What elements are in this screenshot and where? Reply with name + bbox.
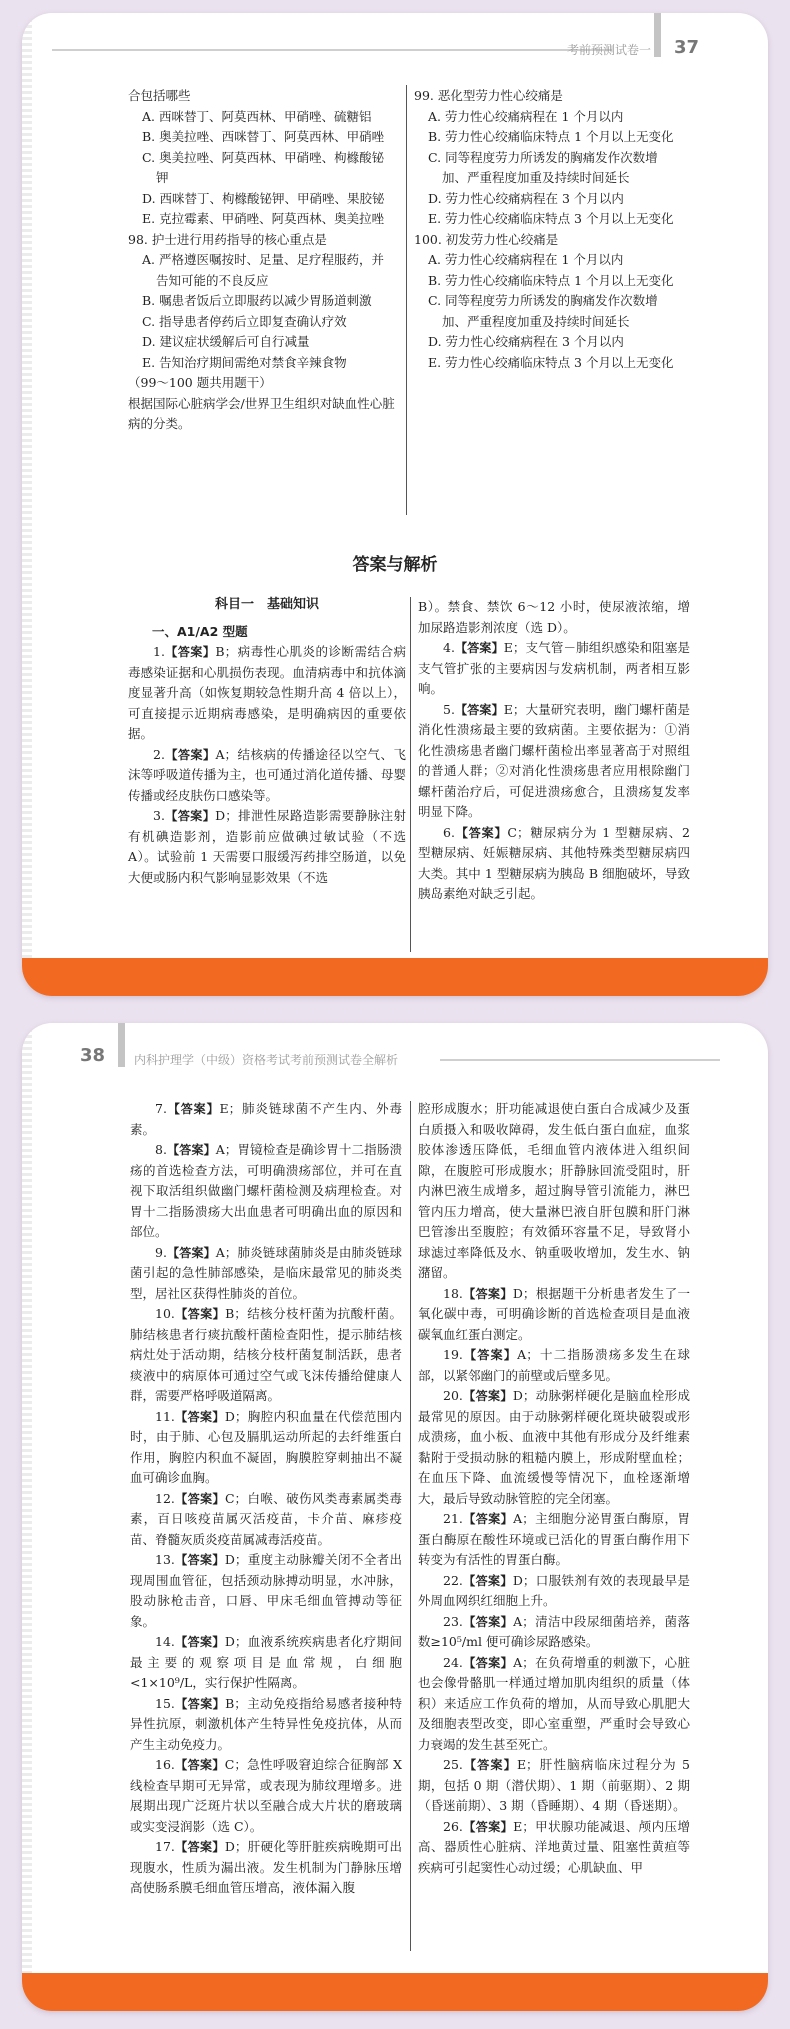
footer-bar [22,1973,768,2011]
answer-number: 13. [155,1552,175,1567]
answer-explanation [130,1140,402,1243]
question-text: （99～100 题共用题干） [128,375,272,390]
answer-tag: 【答案】 [174,1696,226,1711]
answer-text: E；肝性脑病临床过程分为 5 期，包括 0 期（潜伏期）、1 期（前驱期）、2 期（昏迷前期）、3 期（昏睡期）、4 期（昏迷期）。 [418,1757,690,1813]
answer-option: D. 劳力性心绞痛病程在 3 个月以内 [428,334,624,349]
running-head-bar [654,13,661,57]
answer-number: 24. [443,1654,463,1670]
answer-option: A. 严格遵医嘱按时、足量、足疗程服药，并告知可能的不良反应 [142,252,384,288]
answer-tag: 【答案】 [174,1758,225,1772]
answer-tag: 【答案】 [174,1307,226,1321]
answer-number: 17. [155,1839,175,1854]
answer-text: A；主细胞分泌胃蛋白酶原，胃蛋白酶原在酸性环境或已活化的胃蛋白酶作用下转变为有活性的胃蛋白酶。 [418,1511,690,1567]
answer-number: 18. [443,1285,463,1301]
answer-text: 腔形成腹水；肝功能减退使白蛋白合成减少及蛋白质摄入和吸收障碍，发生低白蛋白血症，血浆胶体渗透压降低，毛细血管内液体进入组织间隙，在腹腔可形成腹水；肝静脉回流受阻时，肝内淋巴液生成增多，超过胸导管引流能力，淋巴管内压力增高，使大量淋巴液自肝包膜和肝门淋巴管渗出至腹腔；有效循环容量不足，导致肾小球滤过率降低及水、钠重吸收增加，发生水、钠潴留。 [418,1101,690,1280]
answer-option: E. 克拉霉素、甲硝唑、阿莫西林、奥美拉唑 [142,211,385,226]
answer-column-right [418,597,690,905]
answer-explanation [418,1345,690,1386]
answer-tag: 【答案】 [166,1245,216,1260]
running-head-rule [52,49,612,51]
page-number: 37 [674,37,700,58]
answer-number: 2. [153,746,165,762]
answer-number: 8. [155,1142,167,1157]
answer-text: D；口服铁剂有效的表现最早是外周血网织红细胞上升。 [418,1572,690,1608]
answer-number: 7. [155,1101,167,1116]
answer-explanation [418,1653,690,1756]
answer-text: A；肺炎链球菌肺炎是由肺炎链球菌引起的急性肺部感染，是临床最常见的肺炎类型，居社区获得性肺炎的首位。 [130,1244,402,1301]
answer-explanation [418,1099,690,1284]
answer-number: 4. [443,640,455,655]
footer-bar [22,958,768,996]
answer-text: B）。禁食、禁饮 6～12 小时，使尿液浓缩，增加尿路造影剂浓度（选 D）。 [418,599,690,635]
page-edge-strip [22,13,32,958]
answer-number: 21. [443,1511,463,1526]
answer-text: D；胸腔内积血量在代偿范围内时，由于肺、心包及膈肌运动所起的去纤维蛋白作用，胸腔内积血不凝固，胸膜腔穿刺抽出不凝血可确诊血胸。 [130,1408,402,1485]
answer-text: E；大量研究表明，幽门螺杆菌是消化性溃疡最主要的致病菌。主要依据为：①消化性溃疡患者幽门螺杆菌检出率显著高于对照组的普通人群；②对消化性溃疡患者应用根除幽门螺杆菌治疗后，可促进溃疡愈合，且溃疡复发率明显下降。 [418,701,690,819]
answer-text: B；病毒性心肌炎的诊断需结合病毒感染证据和心肌损伤表现。血清病毒中和抗体滴度显著升高（如恢复期较急性期升高 4 倍以上），可直接提示近期病毒感染，是明确病因的重要依据。 [128,644,406,741]
answer-explanation [418,1284,690,1346]
answer-number: 22. [443,1572,463,1588]
answer-option: B. 嘱患者饭后立即服药以减少胃肠道刺激 [142,293,372,308]
answer-tag: 【答案】 [462,1512,514,1526]
column-divider [410,1101,411,1951]
answer-tag: 【答案】 [164,809,216,823]
answer-column-right [418,1099,690,1878]
answer-text: D；动脉粥样硬化是脑血栓形成最常见的原因。由于动脉粥样硬化斑块破裂或形成溃疡，血小板、血液中其他有形成分及纤维素黏附于受损动脉的粗糙内膜上，形成附壁血栓；在血压下降、血流缓慢等情况下，血栓逐渐增大，最后导致动脉管腔的完全闭塞。 [418,1388,690,1506]
answer-option: B. 劳力性心绞痛临床特点 1 个月以上无变化 [428,129,674,144]
answer-explanation [418,1386,690,1509]
answer-text: A；结核病的传播途径以空气、飞沫等呼吸道传播为主，也可通过消化道传播、母婴传播或经皮肤伤口感染等。 [128,746,406,803]
answer-explanation [130,1099,402,1140]
answer-explanation [418,823,690,905]
answer-tag: 【答案】 [462,1348,518,1362]
answer-text: E；肺炎链球菌不产生内、外毒素。 [130,1101,402,1137]
answer-tag: 【答案】 [462,1286,513,1301]
answer-explanation [130,1837,402,1899]
page-edge-strip [22,1023,32,1973]
answer-option: D. 建议症状缓解后可自行减量 [142,334,310,349]
answer-tag: 【答案】 [462,1573,513,1588]
answer-tag: 【答案】 [174,1409,225,1424]
subject-title: 科目一 基础知识 [214,597,319,612]
answer-number: 11. [155,1408,175,1424]
answer-number: 10. [155,1306,175,1321]
answer-column-left [130,1099,402,1899]
answer-option: A. 劳力性心绞痛病程在 1 个月以内 [428,108,624,124]
running-head-rule [440,1059,720,1061]
answer-explanation [418,1612,690,1653]
answer-text: C；糖尿病分为 1 型糖尿病、2 型糖尿病、妊娠糖尿病、其他特殊类型糖尿病四大类。其中 1 型糖尿病为胰岛 B 细胞破坏，导致胰岛素绝对缺乏引起。 [418,824,690,901]
answer-text: C；急性呼吸窘迫综合征胸部 X 线检查早期可无异常，或表现为肺纹理增多。进展期出现广泛斑片状以至融合成大片状的磨玻璃或实变浸润影（选 C）。 [130,1757,402,1834]
question-text: 100. 初发劳力性心绞痛是 [414,231,559,247]
answer-explanation [130,1632,402,1694]
answer-option: D. 西咪替丁、枸橼酸铋钾、甲硝唑、果胶铋 [142,190,385,206]
answer-text: D；排泄性尿路造影需要静脉注射有机碘造影剂，造影前应做碘过敏试验（不选 A）。试验前 1 天需要口服缓泻药排空肠道，以免大便或肠内积气影响显影效果（不选 [128,808,406,885]
answer-tag: 【答案】 [174,1840,225,1854]
answer-text: D；血液系统疾病患者化疗期间最主要的观察项目是血常规，白细胞 <1×10⁹/L，实行保护性隔离。 [130,1634,402,1690]
question-text: 根据国际心脏病学会/世界卫生组织对缺血性心脏病的分类。 [128,395,395,431]
answer-option: C. 奥美拉唑、阿莫西林、甲硝唑、枸橼酸铋钾 [142,149,385,185]
answer-number: 9. [155,1244,167,1260]
answer-tag: 【答案】 [462,1614,514,1629]
answer-number: 16. [155,1757,175,1772]
book-page-38 [22,1023,768,2011]
answer-number: 3. [153,808,165,823]
answer-option: C. 同等程度劳力所诱发的胸痛发作次数增加、严重程度加重及持续时间延长 [428,293,658,329]
answer-text: D；肝硬化等肝脏疾病晚期可出现腹水，性质为漏出液。发生机制为门静脉压增高使肠系膜毛细血管压增高，液体漏入腹 [130,1839,402,1895]
answer-tag: 【答案】 [462,1819,514,1834]
answer-tag: 【答案】 [454,825,508,840]
answer-tag: 【答案】 [454,702,504,717]
answer-number: 26. [443,1818,463,1834]
answer-tag: 【答案】 [174,1635,225,1649]
question-column-left [128,86,396,435]
answer-tag: 【答案】 [166,1143,216,1157]
answer-option: A. 劳力性心绞痛病程在 1 个月以内 [428,252,624,267]
running-head-bar [118,1023,125,1067]
answer-tag: 【答案】 [164,747,216,762]
answer-option: C. 同等程度劳力所诱发的胸痛发作次数增加、严重程度加重及持续时间延长 [428,149,658,185]
answer-explanation [128,806,406,888]
question-text: 99. 恶化型劳力性心绞痛是 [414,88,563,103]
answer-number: 25. [443,1757,463,1772]
answer-number: 20. [443,1388,463,1403]
section-title: 答案与解析 [352,555,438,575]
column-divider [410,597,411,952]
running-head: 内科护理学（中级）资格考试考前预测试卷全解析 [134,1053,399,1067]
answer-tag: 【答案】 [462,1758,517,1772]
answer-text: A；胃镜检查是确诊胃十二指肠溃疡的首选检查方法，可明确溃疡部位，并可在直视下取活组织做幽门螺杆菌检测及病理检查。对胃十二指肠溃疡大出血患者可明确出血的原因和部位。 [130,1142,402,1239]
answer-number: 5. [443,701,455,717]
answer-text: D；根据题干分析患者发生了一氧化碳中毒，可明确诊断的首选检查项目是血液碳氧血红蛋白测定。 [418,1285,690,1342]
page-number: 38 [80,1045,106,1066]
answer-tag: 【答案】 [462,1655,514,1670]
answer-explanation [130,1755,402,1837]
answer-explanation [130,1243,402,1305]
answer-explanation [418,1755,690,1817]
answer-option: B. 奥美拉唑、西咪替丁、阿莫西林、甲硝唑 [142,129,385,144]
answer-explanation [418,638,690,700]
answer-text: D；重度主动脉瓣关闭不全者出现周围血管征，包括颈动脉搏动明显，水冲脉，股动脉枪击音，口唇、甲床毛细血管搏动等征象。 [130,1552,402,1629]
answer-explanation [130,1407,402,1489]
answer-option: E. 劳力性心绞痛临床特点 3 个月以上无变化 [428,354,674,370]
answer-option: B. 劳力性心绞痛临床特点 1 个月以上无变化 [428,272,674,288]
answer-explanation [130,1550,402,1632]
answer-text: E；支气管－肺组织感染和阻塞是支气管扩张的主要病因与发病机制，两者相互影响。 [418,640,690,696]
column-divider [406,85,407,515]
book-page-37 [22,13,768,996]
answer-tag: 【答案】 [174,1553,225,1567]
answer-number: 19. [443,1347,463,1362]
answer-tag: 【答案】 [164,645,216,659]
answer-explanation [130,1304,402,1407]
answer-option: E. 告知治疗期间需绝对禁食辛辣食物 [142,354,347,370]
answer-option: C. 指导患者停药后立即复查确认疗效 [142,313,347,329]
answer-text: B；主动免疫指给易感者接种特异性抗原，刺激机体产生特异性免疫抗体，从而产生主动免疫力。 [130,1695,402,1752]
answer-explanation [418,700,690,823]
answer-explanation [418,1509,690,1571]
answer-column-left [128,593,406,888]
answer-number: 1. [153,644,165,659]
answer-tag: 【答案】 [462,1389,513,1403]
answer-explanation [130,1489,402,1551]
answer-explanation [418,1817,690,1879]
answer-explanation [130,1694,402,1756]
answer-number: 12. [155,1490,175,1506]
answer-number: 6. [443,824,455,840]
question-text: 98. 护士进行用药指导的核心重点是 [128,231,327,247]
question-type-title: 一、A1/A2 型题 [152,623,248,639]
question-text: 合包括哪些 [128,88,191,103]
answer-option: A. 西咪替丁、阿莫西林、甲硝唑、硫糖铝 [142,108,372,124]
answer-explanation [128,745,406,807]
answer-tag: 【答案】 [166,1102,220,1116]
answer-tag: 【答案】 [454,641,504,655]
answer-explanation [128,642,406,745]
answer-explanation [418,597,690,638]
answer-number: 14. [155,1634,175,1649]
answer-option: D. 劳力性心绞痛病程在 3 个月以内 [428,190,624,206]
answer-explanation [418,1571,690,1612]
answer-text: A；十二指肠溃疡多发生在球部，以紧邻幽门的前壁或后壁多见。 [418,1347,690,1383]
answer-text: B；结核分枝杆菌为抗酸杆菌。肺结核患者行痰抗酸杆菌检查阳性，提示肺结核病灶处于活动期，结核分枝杆菌复制活跃，患者痰液中的病原体可通过空气或飞沫传播给健康人群，需要严格呼吸道隔离。 [130,1306,402,1403]
answer-text: A；清洁中段尿细菌培养，菌落数≥10⁵/ml 便可确诊尿路感染。 [418,1613,690,1649]
answer-number: 15. [155,1695,175,1711]
answer-tag: 【答案】 [174,1491,225,1506]
answer-number: 23. [443,1613,463,1629]
question-column-right [414,86,682,373]
running-head: 考前预测试卷一 [567,43,652,57]
answer-text: E；甲状腺功能减退、颅内压增高、器质性心脏病、洋地黄过量、阻塞性黄疸等疾病可引起窦性心动过缓；心肌缺血、甲 [418,1818,690,1875]
answer-text: C；白喉、破伤风类毒素属类毒素，百日咳疫苗属灭活疫苗，卡介苗、麻疹疫苗、脊髓灰质炎疫苗属减毒活疫苗。 [130,1490,402,1547]
answer-option: E. 劳力性心绞痛临床特点 3 个月以上无变化 [428,211,674,226]
answer-text: A；在负荷增重的刺激下，心脏也会像骨骼肌一样通过增加肌肉组织的质量（体积）来适应工作负荷的增加，从而导致心肌肥大及细胞表型改变，即心室重塑，严重时会导致心力衰竭的发生甚至死亡。 [418,1654,690,1752]
